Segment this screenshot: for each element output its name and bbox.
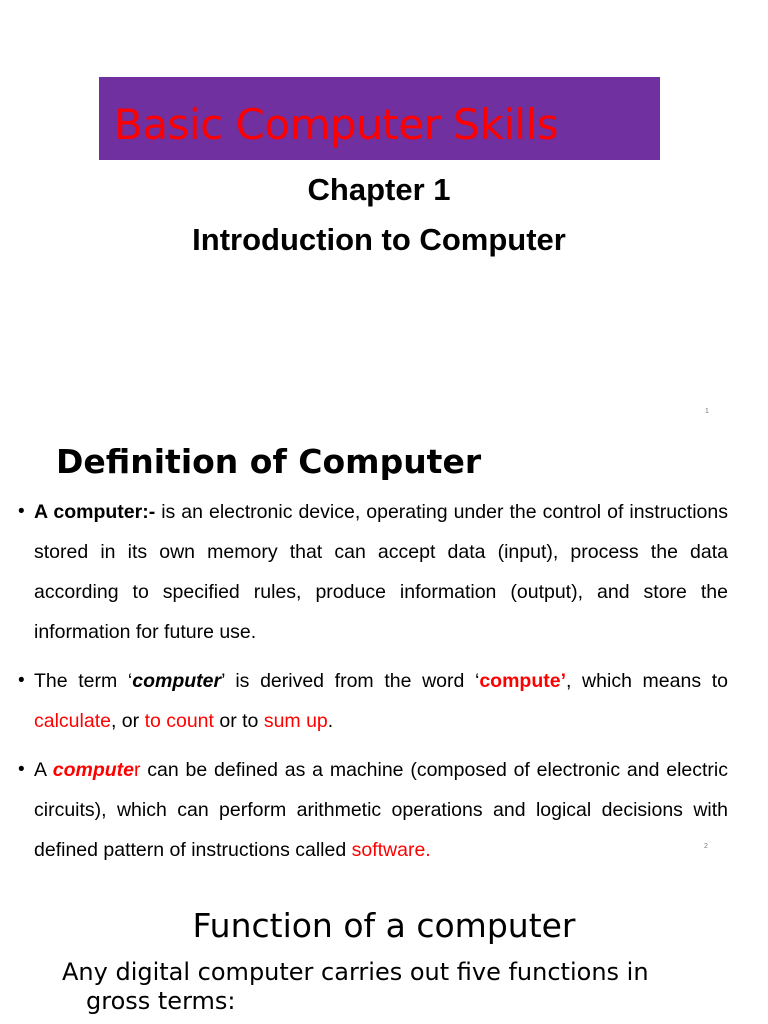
chapter-title: Introduction to Computer <box>192 222 566 257</box>
highlight-text: r <box>134 759 141 781</box>
bullet-text: A <box>34 759 53 781</box>
bullet-text: ’ is derived from the word ‘ <box>221 670 480 692</box>
highlight-text: calculate <box>34 710 111 732</box>
bullet-text: or to <box>213 710 264 732</box>
bullet-item <box>18 492 728 652</box>
body-line: Any digital computer carries out five functions in <box>62 958 649 986</box>
highlight-text: compute <box>52 759 134 781</box>
page-number: 1 <box>705 408 709 415</box>
bullet-list <box>18 492 728 879</box>
page-number: 2 <box>704 843 708 850</box>
term-label: A computer:- <box>34 501 156 523</box>
bullet-item <box>18 750 728 870</box>
slide-title: Basic Computer Skills <box>114 100 559 149</box>
slide-2 <box>0 430 768 862</box>
title-banner <box>99 77 660 160</box>
bullet-text: is an electronic device, operating under the control of instructions stored in its own memory that can accept data (input), process the data according to specified rules, produce information (output), and store the information for future use. <box>34 501 728 643</box>
chapter-number: Chapter 1 <box>307 172 451 207</box>
bullet-text: . <box>327 710 334 732</box>
highlight-text: software. <box>351 839 431 861</box>
highlight-text: sum up <box>263 710 328 732</box>
section-heading: Function of a computer <box>192 906 576 945</box>
highlight-text: to count <box>144 710 214 732</box>
bullet-item <box>18 661 728 741</box>
bullet-text: The term ‘ <box>34 670 133 692</box>
body-text <box>62 958 722 1016</box>
slide-1 <box>0 0 768 430</box>
bullet-text: can be defined as a machine (composed of electronic and electric circuits), which can perform arithmetic operations and logical decisions with defined pattern of instructions called <box>34 759 728 861</box>
body-line: gross terms: <box>86 987 236 1015</box>
highlight-text: compute’ <box>479 670 566 692</box>
slide-3 <box>0 862 768 1024</box>
emphasis-text: computer <box>132 670 222 692</box>
bullet-text: , which means to <box>566 670 728 692</box>
section-heading: Definition of Computer <box>56 442 482 481</box>
bullet-text: , or <box>110 710 145 732</box>
